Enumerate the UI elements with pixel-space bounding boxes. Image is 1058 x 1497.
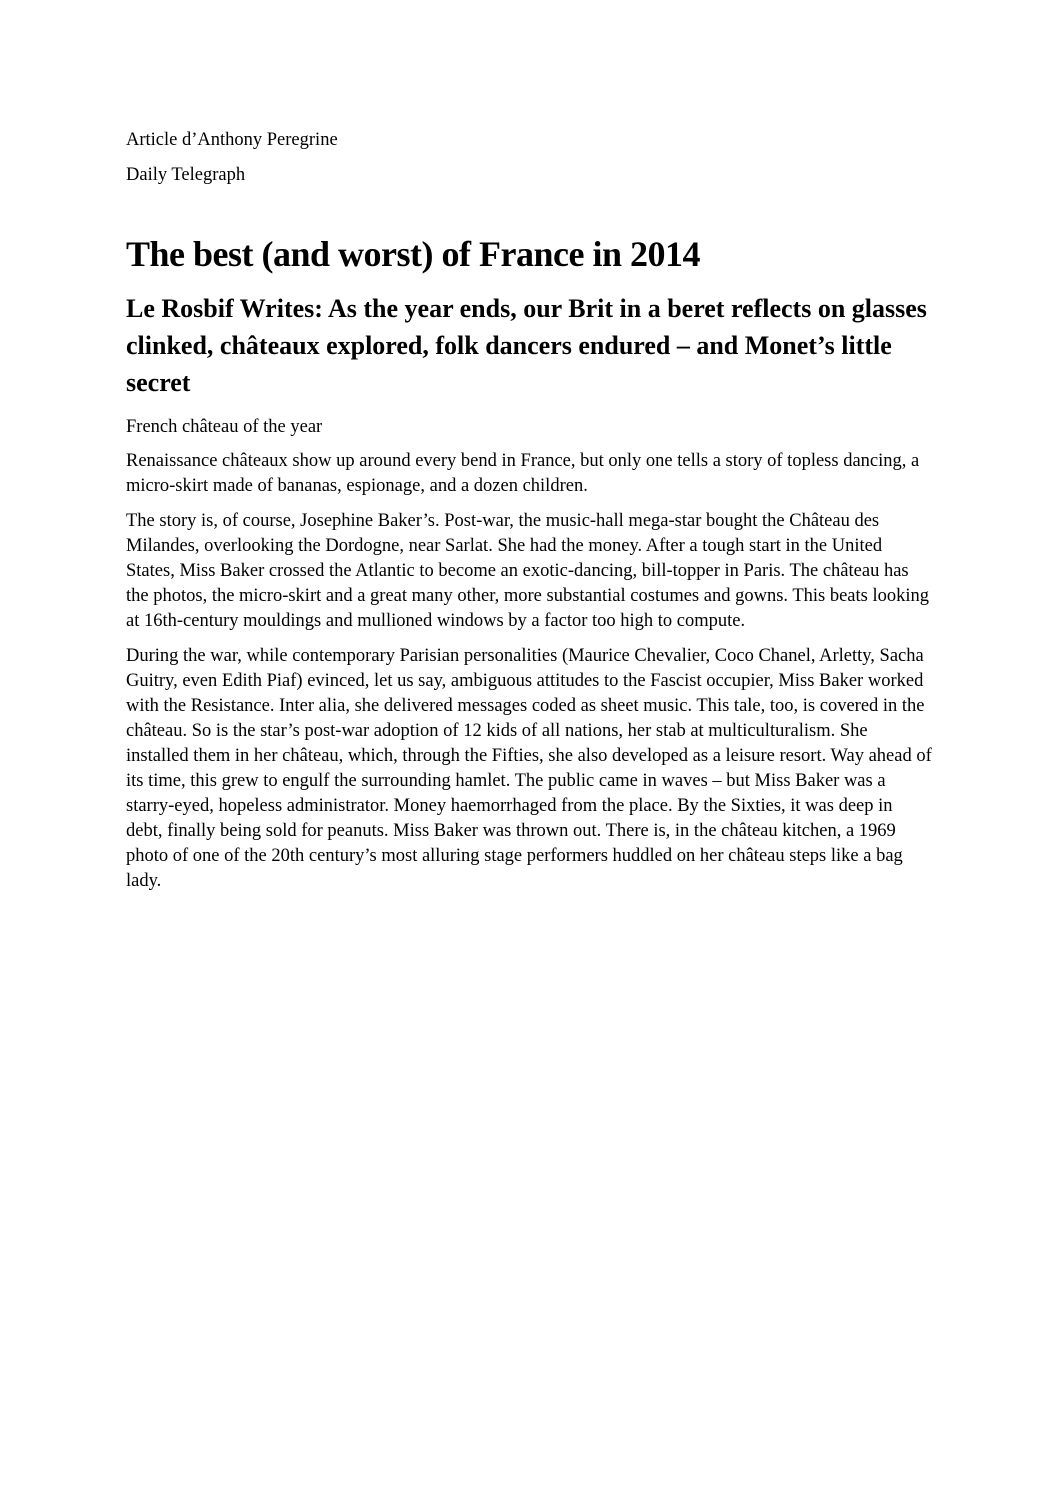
article-paragraph: The story is, of course, Josephine Baker’s. Post-war, the music-hall mega-star bought the Château des Milandes, overlooking the Dordogne, near Sarlat. She had the money. After a tough start in the United States, Miss Baker crossed the Atlantic to become an exotic-dancing, bill-topper in Paris. The château has the photos, the micro-skirt and a great many other, more substantial costumes and gowns. This beats looking at 16th-century mouldings and mullioned windows by a factor too high to compute. [126,511,929,631]
article-paragraph: Renaissance châteaux show up around every bend in France, but only one tells a story of topless dancing, a micro-skirt made of bananas, espionage, and a dozen children. [126,451,920,496]
publication-name: Daily Telegraph [126,165,246,185]
article-standfirst: Le Rosbif Writes: As the year ends, our Brit in a beret reflects on glasses clinked, châteaux explored, folk dancers endured – and Monet’s little secret [126,294,927,397]
article-byline: Article d’Anthony Peregrine [126,130,338,150]
article-paragraph: During the war, while contemporary Parisian personalities (Maurice Chevalier, Coco Chanel, Arletty, Sacha Guitry, even Edith Piaf) evinced, let us say, ambiguous attitudes to the Fascist occupier, Miss Baker worked with the Resistance. Inter alia, she delivered messages coded as sheet music. This tale, too, is covered in the château. So is the star’s post-war adoption of 12 kids of all nations, her stab at multiculturalism. She installed them in her château, which, through the Fifties, she also developed as a leisure resort. Way ahead of its time, this grew to engulf the surrounding hamlet. The public came in waves – but Miss Baker was a starry-eyed, hopeless administrator. Money haemorrhaged from the place. By the Sixties, it was deep in debt, finally being sold for peanuts. Miss Baker was thrown out. There is, in the château kitchen, a 1969 photo of one of the 20th century’s most alluring stage performers huddled on her château steps like a bag lady. [126,646,932,891]
section-heading: French château of the year [126,417,323,437]
article-title: The best (and worst) of France in 2014 [126,234,700,274]
